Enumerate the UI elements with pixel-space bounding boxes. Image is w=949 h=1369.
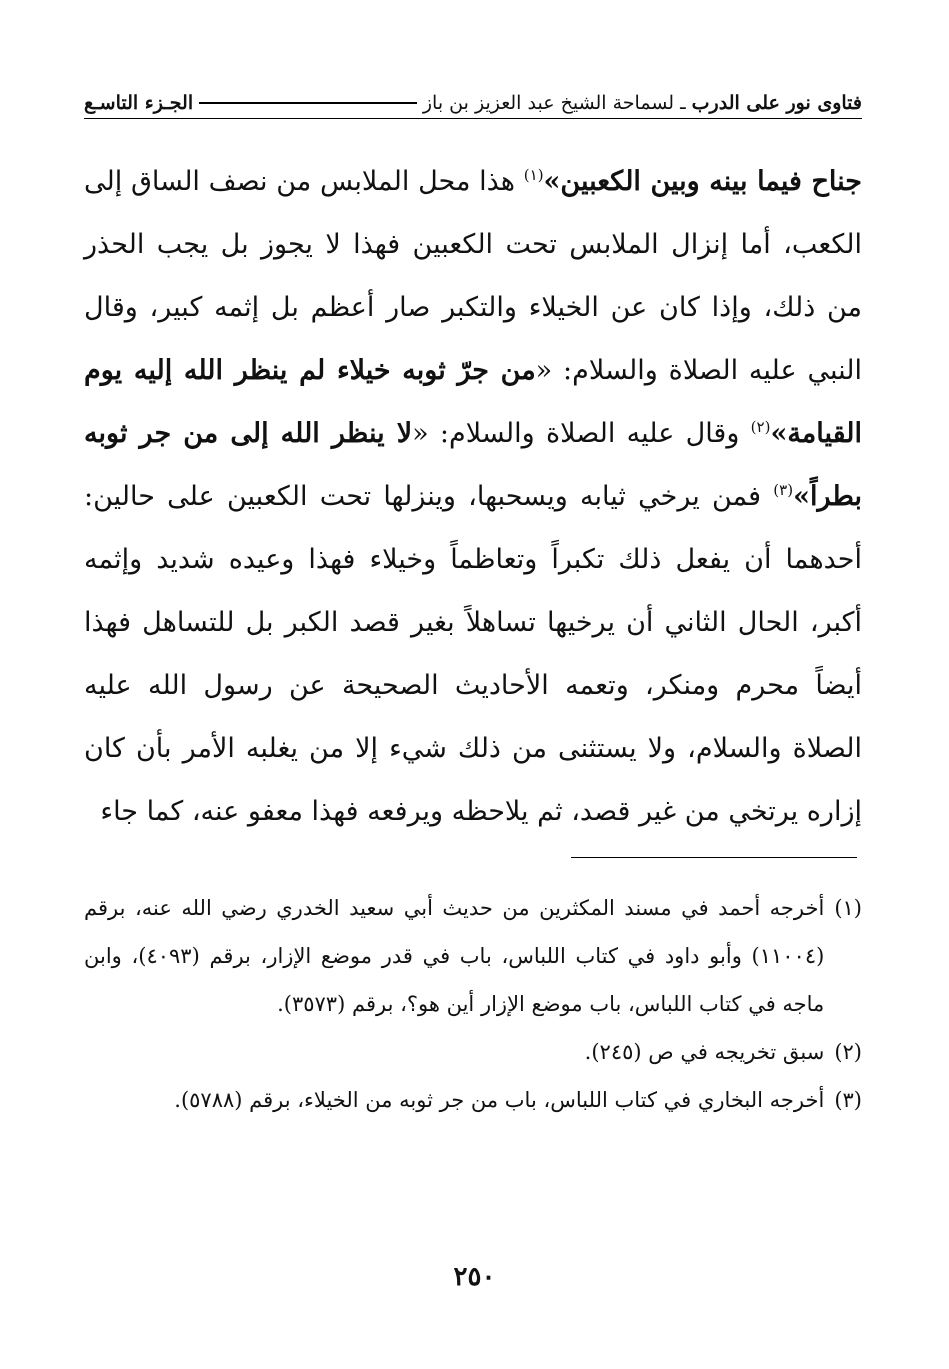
footnote-2	[84, 1028, 862, 1076]
volume-label: الجـزء التاسـع	[84, 92, 194, 114]
footnote-text: سبق تخريجه في ص (٢٤٥).	[584, 1040, 825, 1064]
footnote-divider	[571, 857, 857, 858]
running-header	[84, 92, 862, 119]
page-number: ٢٥٠	[453, 1262, 496, 1292]
footnote-1	[84, 884, 862, 1028]
body-segment-2: هذا محل الملابس من نصف الساق إلى الكعب، أما إنزال الملابس تحت الكعبين فهذا لا يجوز بل يجب الحذر من ذلك، وإذا كان عن الخيلاء والتكبر صار أعظم بل إثمه كبير، وقال النبي عليه الصلاة والسلام: «	[84, 166, 862, 386]
footnotes	[84, 884, 862, 1124]
hadith-quote-1: جناح فيما بينه وبين الكعبين»	[543, 166, 862, 197]
hadith-quote-2: من جرّ ثوبه خيلاء لم ينظر الله إليه يوم القيامة	[84, 355, 863, 449]
footnote-3	[84, 1076, 862, 1124]
footnote-number: (١)	[834, 896, 862, 920]
footnote-ref-1: (١)	[523, 166, 544, 184]
footnote-ref-2: (٢)	[750, 418, 771, 436]
book-title: فتاوى نور على الدرب	[691, 92, 862, 114]
footnote-text: أخرجه أحمد في مسند المكثرين من حديث أبي سعيد الخدري رضي الله عنه، برقم (١١٠٠٤) وأبو داود في كتاب اللباس، باب في قدر موضع الإزار، برقم (٤٠٩٣)، وابن ماجه في كتاب اللباس، باب موضع الإزار أين هو؟، برقم (٣٥٧٣).	[84, 896, 825, 1016]
header-separator: ـ	[680, 92, 686, 114]
main-text	[84, 150, 862, 843]
body-segment-4: وقال عليه الصلاة والسلام: «	[412, 418, 751, 449]
header-fill-line	[199, 102, 417, 104]
hadith-quote-3: لا ينظر الله إلى من جر ثوبه بطراً	[84, 418, 862, 512]
author-name: لسماحة الشيخ عبد العزيز بن باز	[422, 92, 675, 114]
quote-close-2: »	[770, 418, 788, 449]
footnote-ref-3: (٣)	[773, 481, 794, 499]
footnote-number: (٣)	[834, 1088, 862, 1112]
body-segment-6: فمن يرخي ثيابه ويسحبها، وينزلها تحت الكعبين على حالين: أحدهما أن يفعل ذلك تكبراً وتعاظماً وخيلاء فهذا وعيده شديد وإثمه أكبر، الحال الثاني أن يرخيها تساهلاً بغير قصد الكبر بل للتساهل فهذا أيضاً محرم ومنكر، وتعمه الأحاديث الصحيحة عن رسول الله عليه الصلاة والسلام، ولا يستثنى من ذلك شيء إلا من يغلبه الأمر بأن كان إزاره يرتخي من غير قصد، ثم يلاحظه ويرفعه فهذا معفو عنه، كما جاء	[84, 481, 862, 827]
footnote-number: (٢)	[834, 1040, 862, 1064]
quote-close-3: »	[793, 481, 810, 512]
footnote-text: أخرجه البخاري في كتاب اللباس، باب من جر ثوبه من الخيلاء، برقم (٥٧٨٨).	[174, 1088, 825, 1112]
